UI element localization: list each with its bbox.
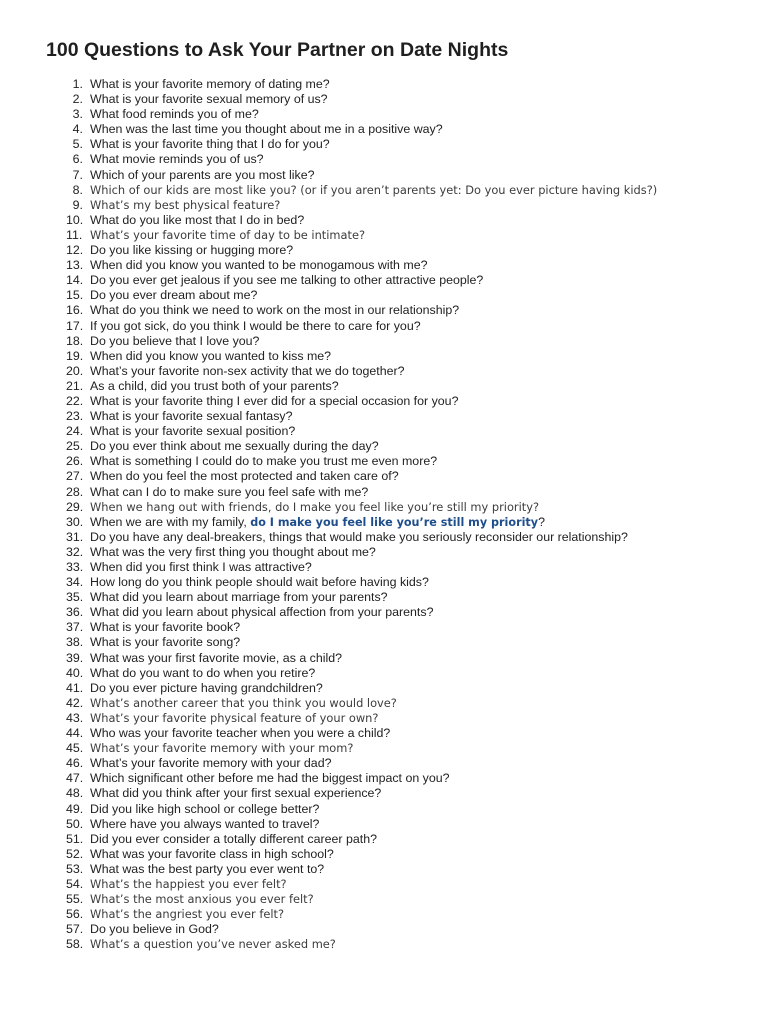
list-item — [0, 394, 768, 409]
list-item — [0, 288, 768, 303]
question-text: What did you learn about physical affection from your parents? — [90, 605, 434, 620]
question-link[interactable]: do I make you feel like you’re still my priority — [250, 515, 539, 529]
question-text-prefix: When we are with my family, — [90, 514, 251, 529]
question-list — [0, 77, 768, 952]
list-item-number: 14. — [66, 273, 84, 288]
list-item — [0, 726, 768, 741]
question-text: Which significant other before me had the biggest impact on you? — [90, 771, 450, 786]
list-item-number: 51. — [66, 831, 84, 846]
list-item-number: 25. — [66, 439, 84, 454]
list-item — [0, 92, 768, 107]
list-item-number: 16. — [66, 303, 84, 318]
list-item-number: 33. — [66, 560, 84, 574]
list-item-number: 4. — [72, 122, 83, 137]
list-item-number: 50. — [66, 816, 84, 831]
list-item — [0, 605, 768, 620]
question-text-suffix: ? — [538, 514, 545, 529]
list-item — [0, 168, 768, 183]
list-item — [0, 107, 768, 122]
list-item-number: 47. — [66, 771, 84, 786]
list-item-number: 49. — [66, 801, 84, 816]
list-item-number: 48. — [66, 786, 84, 801]
question-text: When do you feel the most protected and taken care of? — [90, 469, 399, 484]
question-text: What was your favorite class in high school? — [90, 846, 334, 861]
list-item-number: 52. — [66, 846, 84, 861]
list-item — [0, 696, 768, 711]
list-item — [0, 319, 768, 334]
list-item-number: 53. — [66, 861, 84, 876]
list-item — [0, 530, 768, 545]
list-item-number: 29. — [66, 499, 84, 514]
page-title: 100 Questions to Ask Your Partner on Date Nights — [46, 39, 509, 61]
question-text: What’s your favorite physical feature of your own? — [90, 710, 379, 725]
question-text: Do you ever get jealous if you see me talking to other attractive people? — [90, 273, 484, 288]
list-item-number: 9. — [72, 197, 83, 212]
list-item — [0, 439, 768, 454]
list-item-number: 3. — [72, 107, 83, 122]
list-item — [0, 273, 768, 288]
question-text: When did you know you wanted to be monogamous with me? — [90, 258, 428, 273]
question-text: What is your favorite sexual position? — [90, 424, 296, 439]
list-item — [0, 862, 768, 877]
list-item-number: 34. — [66, 575, 84, 590]
list-item-number: 7. — [72, 167, 83, 182]
list-item — [0, 847, 768, 862]
question-text: Do you have any deal-breakers, things that would make you seriously reconsider our relationship? — [90, 529, 628, 544]
list-item — [0, 802, 768, 817]
list-item-number: 12. — [66, 243, 84, 258]
list-item — [0, 364, 768, 379]
question-text: When we hang out with friends, do I make you feel like you’re still my priority? — [90, 499, 540, 514]
list-item-number: 42. — [66, 695, 84, 710]
question-text: Where have you always wanted to travel? — [90, 816, 320, 831]
list-item — [0, 620, 768, 635]
list-item-number: 30. — [66, 514, 84, 529]
list-item — [0, 152, 768, 167]
question-text: What’s another career that you think you would love? — [90, 695, 397, 710]
list-item-number: 45. — [66, 741, 84, 756]
list-item — [0, 741, 768, 756]
list-item — [0, 485, 768, 500]
question-text: When was the last time you thought about me in a positive way? — [90, 122, 443, 137]
list-item-number: 13. — [66, 258, 84, 273]
question-text: What’s your favorite memory with your dad? — [90, 756, 332, 771]
list-item-number: 21. — [66, 378, 84, 393]
question-text: Who was your favorite teacher when you were a child? — [90, 726, 391, 741]
list-item — [0, 258, 768, 273]
question-text: What was the best party you ever went to? — [90, 861, 325, 876]
list-item — [0, 228, 768, 243]
list-item-number: 39. — [66, 650, 84, 665]
list-item — [0, 213, 768, 228]
question-text: What’s my best physical feature? — [90, 197, 281, 212]
list-item — [0, 545, 768, 560]
list-item — [0, 515, 768, 530]
list-item-number: 8. — [72, 182, 83, 197]
question-text — [90, 515, 712, 530]
list-item — [0, 560, 768, 575]
question-text: When did you first think I was attractive? — [90, 560, 312, 574]
list-item — [0, 635, 768, 650]
list-item — [0, 243, 768, 258]
question-text: As a child, did you trust both of your parents? — [90, 378, 339, 393]
list-item-number: 26. — [66, 454, 84, 469]
list-item-number: 2. — [72, 92, 83, 107]
question-text: Do you believe in God? — [90, 922, 219, 937]
list-item — [0, 937, 768, 952]
list-item-number: 55. — [66, 892, 84, 907]
list-item-number: 56. — [66, 907, 84, 922]
list-item-number: 23. — [66, 409, 84, 424]
question-text: What is your favorite thing I ever did for a special occasion for you? — [90, 393, 459, 408]
list-item-number: 40. — [66, 665, 84, 680]
question-text: What did you learn about marriage from your parents? — [90, 590, 388, 605]
question-text: What did you think after your first sexual experience? — [90, 786, 382, 801]
list-item — [0, 77, 768, 92]
list-item-number: 5. — [72, 137, 83, 152]
list-item — [0, 590, 768, 605]
list-item — [0, 922, 768, 937]
question-text: Did you like high school or college better? — [90, 801, 320, 816]
question-text: What food reminds you of me? — [90, 107, 259, 122]
list-item — [0, 424, 768, 439]
question-text: Which of our kids are most like you? (or if you aren’t parents yet: Do you ever picture having kids?) — [90, 182, 658, 197]
list-item — [0, 877, 768, 892]
list-item — [0, 303, 768, 318]
list-item-number: 44. — [66, 726, 84, 741]
list-item-number: 36. — [66, 605, 84, 620]
question-text: What’s your favorite memory with your mom? — [90, 741, 354, 756]
question-text: What is your favorite thing that I do for you? — [90, 137, 330, 152]
question-text: What do you think we need to work on the most in our relationship? — [90, 303, 460, 318]
question-text: What is your favorite book? — [90, 620, 241, 635]
list-item — [0, 892, 768, 907]
list-item-number: 37. — [66, 620, 84, 635]
list-item-number: 32. — [66, 544, 84, 559]
question-text: What’s the most anxious you ever felt? — [90, 892, 314, 907]
question-text: What can I do to make sure you feel safe with me? — [90, 484, 369, 499]
list-item — [0, 409, 768, 424]
list-item-number: 6. — [72, 152, 83, 167]
list-item-number: 43. — [66, 710, 84, 725]
list-item — [0, 817, 768, 832]
list-item-number: 41. — [66, 680, 84, 695]
list-item — [0, 198, 768, 213]
list-item-number: 46. — [66, 756, 84, 771]
list-item-number: 20. — [66, 363, 84, 378]
list-item — [0, 907, 768, 922]
list-item — [0, 122, 768, 137]
question-text: Do you ever dream about me? — [90, 288, 258, 303]
list-item — [0, 711, 768, 726]
question-text: What’s the angriest you ever felt? — [90, 907, 285, 922]
list-item — [0, 681, 768, 696]
list-item — [0, 183, 768, 198]
question-text: When did you know you wanted to kiss me? — [90, 348, 332, 363]
list-item — [0, 786, 768, 801]
list-item-number: 58. — [66, 937, 84, 952]
list-item-number: 19. — [66, 348, 84, 363]
question-text: What’s the happiest you ever felt? — [90, 876, 287, 891]
list-item — [0, 349, 768, 364]
list-item — [0, 379, 768, 394]
question-text: What do you want to do when you retire? — [90, 665, 316, 680]
list-item-number: 22. — [66, 393, 84, 408]
question-text: What’s a question you’ve never asked me? — [90, 937, 336, 952]
list-item-number: 24. — [66, 424, 84, 439]
list-item — [0, 137, 768, 152]
question-text: What’s your favorite time of day to be intimate? — [90, 227, 366, 242]
list-item — [0, 666, 768, 681]
question-text: What is your favorite song? — [90, 635, 241, 650]
question-text: What was your first favorite movie, as a child? — [90, 650, 343, 665]
list-item-number: 27. — [66, 469, 84, 484]
list-item-number: 35. — [66, 590, 84, 605]
list-item-number: 15. — [66, 288, 84, 303]
list-item-number: 28. — [66, 484, 84, 499]
list-item — [0, 469, 768, 484]
list-item-number: 57. — [66, 922, 84, 937]
question-text: What’s your favorite non-sex activity that we do together? — [90, 363, 405, 378]
question-text: How long do you think people should wait before having kids? — [90, 575, 429, 590]
list-item — [0, 500, 768, 515]
list-item-number: 38. — [66, 635, 84, 650]
question-text: Did you ever consider a totally different career path? — [90, 831, 377, 846]
question-text: Which of your parents are you most like? — [90, 167, 315, 182]
question-text: Do you believe that I love you? — [90, 333, 260, 348]
list-item — [0, 334, 768, 349]
list-item-number: 18. — [66, 333, 84, 348]
list-item — [0, 575, 768, 590]
list-item — [0, 454, 768, 469]
question-text: If you got sick, do you think I would be there to care for you? — [90, 318, 421, 333]
question-text: What movie reminds you of us? — [90, 152, 264, 167]
question-text: What is something I could do to make you trust me even more? — [90, 454, 438, 469]
question-text: What is your favorite sexual fantasy? — [90, 409, 293, 424]
list-item-number: 17. — [66, 318, 84, 333]
question-text: What do you like most that I do in bed? — [90, 212, 305, 227]
question-text: Do you like kissing or hugging more? — [90, 243, 294, 258]
list-item-number: 54. — [66, 876, 84, 891]
question-text: Do you ever think about me sexually during the day? — [90, 439, 379, 454]
list-item — [0, 651, 768, 666]
list-item-number: 10. — [66, 212, 84, 227]
question-text: What is your favorite memory of dating me? — [90, 77, 330, 91]
question-text: Do you ever picture having grandchildren? — [90, 680, 323, 695]
list-item — [0, 756, 768, 771]
question-text: What is your favorite sexual memory of us? — [90, 92, 328, 107]
list-item-number: 1. — [72, 77, 83, 91]
list-item-number: 31. — [66, 529, 84, 544]
list-item — [0, 771, 768, 786]
list-item — [0, 832, 768, 847]
question-text: What was the very first thing you thought about me? — [90, 544, 376, 559]
list-item-number: 11. — [66, 227, 83, 242]
